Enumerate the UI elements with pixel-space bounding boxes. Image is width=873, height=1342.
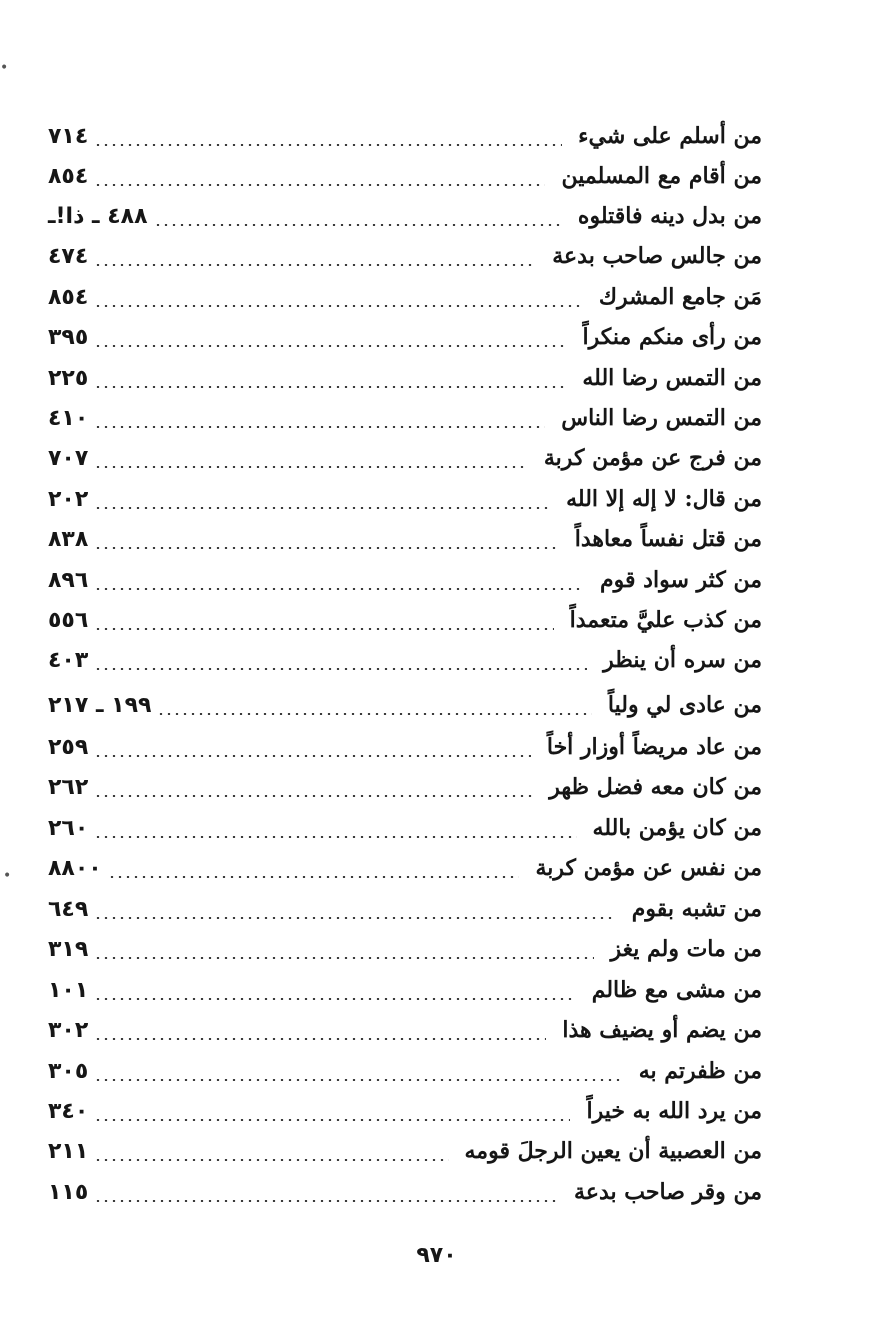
- entry-title: من كذب عليَّ متعمداً: [569, 607, 762, 633]
- dot-leader: [94, 386, 566, 388]
- index-entry: [48, 317, 762, 357]
- entry-title: من أقام مع المسلمين: [561, 163, 762, 189]
- index-entry: [48, 929, 762, 969]
- entry-title: مَن جامع المشرك: [598, 284, 762, 310]
- entry-page-ref: ٢٦٢: [48, 774, 89, 800]
- entry-page-ref: ٣٠٥: [48, 1058, 89, 1084]
- index-entry: [48, 848, 762, 888]
- dot-leader: [94, 507, 550, 509]
- margin-mark: •: [0, 60, 9, 76]
- index-entry: [48, 398, 762, 438]
- entry-title: من مشى مع ظالم: [591, 977, 762, 1003]
- dot-leader: [94, 668, 587, 670]
- entry-page-ref: ٢٢٥: [48, 365, 89, 391]
- dot-leader: [157, 713, 591, 715]
- entry-title: من كثر سواد قوم: [600, 567, 762, 593]
- dot-leader: [94, 1038, 546, 1040]
- entry-title: من سره أن ينظر: [603, 647, 762, 673]
- index-entry: [48, 277, 762, 317]
- dot-leader: [94, 264, 536, 266]
- index-entry: [48, 970, 762, 1010]
- dot-leader: [94, 184, 545, 186]
- index-entry: [48, 600, 762, 640]
- entry-title: من كان يؤمن بالله: [592, 815, 762, 841]
- index-entry: [48, 1010, 762, 1050]
- dot-leader: [94, 305, 583, 307]
- entry-page-ref: ٨٩٦: [48, 567, 89, 593]
- entry-title: من فرج عن مؤمن كربة: [543, 445, 762, 471]
- index-entry: [48, 519, 762, 559]
- index-entry: [48, 1051, 762, 1091]
- entry-title: من جالس صاحب بدعة: [552, 243, 762, 269]
- index-entry: [48, 479, 762, 519]
- entry-title: من يرد الله به خيراً: [586, 1098, 762, 1124]
- dot-leader: [94, 836, 576, 838]
- entry-title: من رأى منكم منكراً: [582, 324, 762, 350]
- index-entry: [48, 727, 762, 767]
- index-entry: [48, 889, 762, 929]
- entry-page-ref: ٤٨٨ ـ ذا!ـ: [48, 203, 148, 229]
- entry-title: من عادى لي ولياً: [607, 692, 762, 718]
- dot-leader: [108, 876, 520, 878]
- index-entry: [48, 1131, 762, 1171]
- entry-page-ref: ٧٠٧: [48, 445, 89, 471]
- entry-page-ref: ٨٣٨: [48, 526, 89, 552]
- index-entry: [48, 685, 762, 725]
- index-entry: [48, 1172, 762, 1212]
- entry-page-ref: ٤٧٤: [48, 243, 89, 269]
- entry-page-ref: ٤١٠: [48, 405, 89, 431]
- index-entry: [48, 767, 762, 807]
- entry-page-ref: ٥٥٦: [48, 607, 89, 633]
- dot-leader: [94, 957, 594, 959]
- entry-page-ref: ٨٥٤: [48, 284, 89, 310]
- dot-leader: [94, 345, 566, 347]
- dot-leader: [94, 1119, 570, 1121]
- index-entry: [48, 808, 762, 848]
- entry-title: من التمس رضا الناس: [561, 405, 762, 431]
- entry-title: من ظفرتم به: [638, 1058, 762, 1084]
- index-entry: [48, 438, 762, 478]
- entry-page-ref: ١١٥: [48, 1179, 89, 1205]
- dot-leader: [154, 224, 562, 226]
- dot-leader: [94, 998, 575, 1000]
- entry-title: من مات ولم يغز: [610, 936, 762, 962]
- entry-title: من بدل دينه فاقتلوه: [577, 203, 762, 229]
- dot-leader: [94, 1159, 448, 1161]
- entry-title: من قتل نفساً معاهداً: [574, 526, 762, 552]
- entry-page-ref: ٧١٤: [48, 123, 89, 149]
- entry-page-ref: ١٩٩ ـ ٢١٧: [48, 692, 152, 718]
- entry-title: من أسلم على شيء: [578, 123, 762, 149]
- entry-page-ref: ٤٠٣: [48, 647, 89, 673]
- page-number: ٩٧٠: [416, 1243, 457, 1268]
- entry-page-ref: ٣٩٥: [48, 324, 89, 350]
- entry-page-ref: ٨٥٤: [48, 163, 89, 189]
- entry-title: من كان معه فضل ظهر: [549, 774, 762, 800]
- entry-title: من وقر صاحب بدعة: [574, 1179, 762, 1205]
- dot-leader: [94, 795, 533, 797]
- index-entry: [48, 236, 762, 276]
- entry-title: من عاد مريضاً أوزار أخاً: [546, 734, 762, 760]
- index-entry: [48, 358, 762, 398]
- dot-leader: [94, 466, 528, 468]
- dot-leader: [94, 144, 562, 146]
- dot-leader: [94, 1079, 622, 1081]
- entry-page-ref: ٢٦٠: [48, 815, 89, 841]
- entry-page-ref: ١٠١: [48, 977, 89, 1003]
- entry-page-ref: ٢٥٩: [48, 734, 89, 760]
- entry-title: من العصبية أن يعين الرجلَ قومه: [464, 1138, 762, 1164]
- entry-page-ref: ٣٤٠: [48, 1098, 89, 1124]
- index-entry: [48, 116, 762, 156]
- entry-title: من يضم أو يضيف هذا: [562, 1017, 762, 1043]
- entry-page-ref: ٢١١: [48, 1138, 89, 1164]
- entry-page-ref: ٦٤٩: [48, 896, 89, 922]
- entry-title: من التمس رضا الله: [582, 365, 762, 391]
- entry-title: من تشبه بقوم: [631, 896, 762, 922]
- dot-leader: [94, 426, 545, 428]
- index-entry: [48, 196, 762, 236]
- entry-title: من قال: لا إله إلا الله: [566, 486, 762, 512]
- entry-page-ref: ٨٨٠٠: [48, 855, 102, 881]
- index-entry: [48, 156, 762, 196]
- entry-title: من نفس عن مؤمن كربة: [535, 855, 762, 881]
- entry-page-ref: ٣١٩: [48, 936, 89, 962]
- index-entry: [48, 1091, 762, 1131]
- dot-leader: [94, 917, 615, 919]
- entry-page-ref: ٢٠٢: [48, 486, 89, 512]
- index-entry: [48, 560, 762, 600]
- entry-page-ref: ٣٠٢: [48, 1017, 89, 1043]
- dot-leader: [94, 628, 553, 630]
- dot-leader: [94, 547, 558, 549]
- dot-leader: [94, 755, 531, 757]
- margin-mark: •: [3, 868, 12, 884]
- index-entry: [48, 640, 762, 680]
- dot-leader: [94, 1200, 558, 1202]
- dot-leader: [94, 588, 584, 590]
